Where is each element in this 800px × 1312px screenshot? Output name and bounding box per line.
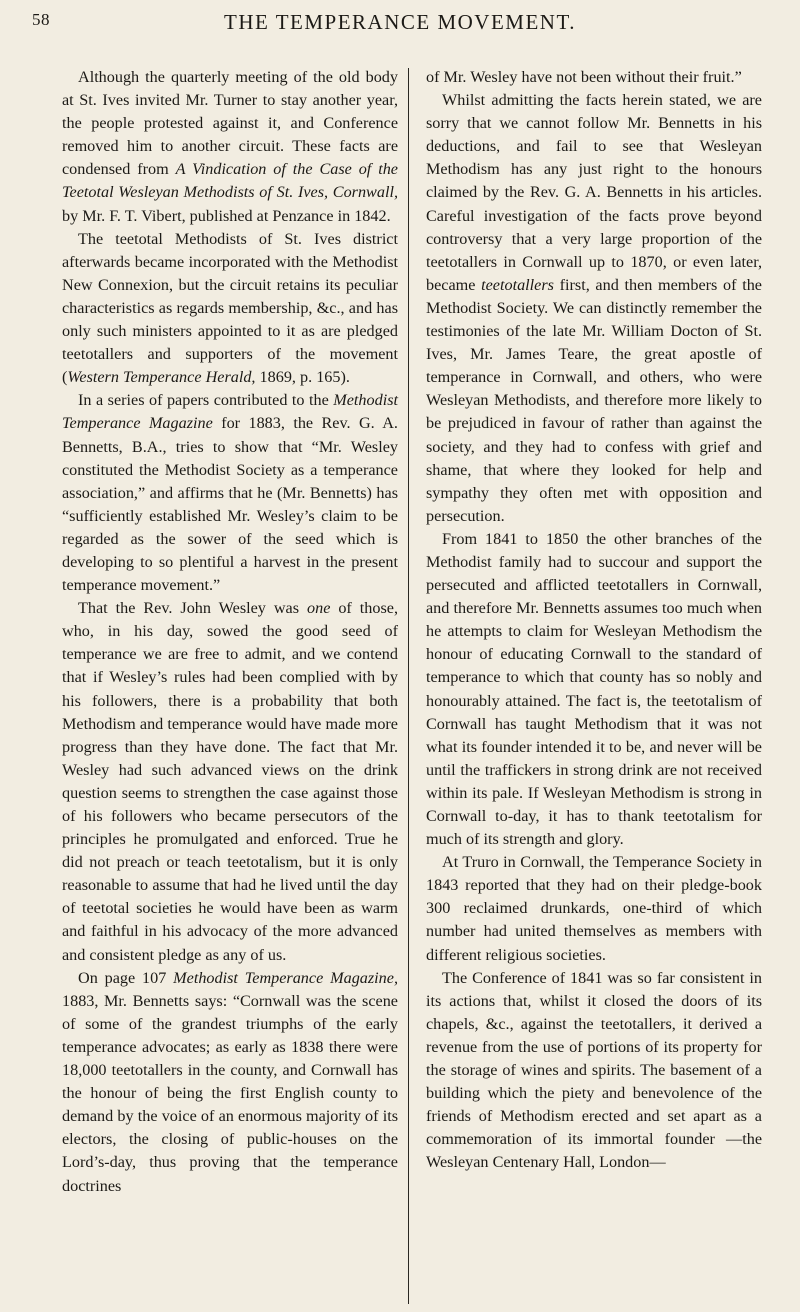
- italic-title: one: [307, 599, 331, 618]
- text-run: In a series of papers contributed to the: [78, 391, 334, 410]
- running-head: THE TEMPERANCE MOVEMENT.: [224, 10, 576, 34]
- text-run: On page 107: [78, 968, 174, 987]
- column-rule: [408, 68, 409, 1304]
- text-run: by Mr. F. T. Vibert, published at Penzance in 1842.: [62, 206, 391, 225]
- paragraph: [426, 89, 762, 528]
- italic-title: teetotallers: [481, 275, 554, 294]
- text-run: first, and then members of the Methodist Society. We can distinctly remember the testimonies of the late Mr. William Docton of St. Ives, Mr. James Teare, the great apostle of temperance in Cornwall, and others, who were Wesleyan Methodists, and therefore more likely to be prejudiced in favour of rather than against the society, and they had to confess with grief and shame, that where they looked for help and sympathy they often met with opposition and persecution.: [426, 275, 762, 525]
- italic-title: Western Temperance Herald,: [67, 368, 256, 387]
- right-column: [426, 66, 762, 1175]
- paragraph: [62, 967, 398, 1198]
- italic-title: Methodist Temperance Magazine,: [173, 968, 398, 987]
- left-column: [62, 66, 398, 1198]
- paragraph: [62, 597, 398, 967]
- paragraph: [426, 528, 762, 851]
- page-number: 58: [32, 10, 50, 29]
- text-run: Although the quarterly meeting of the old body at St. Ives invited Mr. Turner to stay another year, the people protested against it, and Conference removed him to another circuit. These facts are condensed from: [62, 68, 398, 179]
- paragraph: [62, 228, 398, 390]
- text-run: From 1841 to 1850 the other branches of the Methodist family had to succour and support the persecuted and afflicted teetotallers in Cornwall, and therefore Mr. Bennetts assumes too much when he attempts to claim for Wesleyan Methodism the honour of educating Cornwall to the standard of temperance to which that county has so nobly and honourably attained. The fact is, the teetotalism of Cornwall has taught Methodism that it was not what its founder intended it to be, and never will be until the traffickers in strong drink are not received within its pale. If Wesleyan Methodism is strong in Cornwall to-day, it has to thank teetotalism for much of its strength and glory.: [426, 529, 762, 849]
- text-run: 1883, Mr. Bennetts says: “Cornwall was the scene of some of the grandest triumphs of the early temperance advocates; as early as 1838 there were 18,000 teetotallers in the county, and Cornwall has the honour of being the first English county to demand by the voice of an enormous majority of its electors, the closing of public-houses on the Lord’s-day, thus proving that the temperance doctrines: [62, 991, 398, 1195]
- italic-title: Methodist Temperance Magazine: [62, 391, 398, 433]
- paragraph: [62, 389, 398, 597]
- text-run: for 1883, the Rev. G. A. Bennetts, B.A., tries to show that “Mr. Wesley constituted the Methodist Society as a temperance association,” and affirms that he (Mr. Bennetts) has “sufficiently established Mr. Wesley’s claim to be regarded as the sower of the seed which is developing to so plentiful a harvest in the present temperance movement.”: [62, 414, 398, 595]
- text-run: The teetotal Methodists of St. Ives district afterwards became incorporated with the Methodist New Connexion, but the circuit retains its peculiar characteristics as regards membership, &c., and has only such ministers appointed to it as are pledged teetotallers and supporters of the movement (: [62, 229, 398, 387]
- text-run: Whilst admitting the facts herein stated, we are sorry that we cannot follow Mr. Bennetts in his deductions, and fail to see that Wesleyan Methodism has any just right to the honours claimed by the Rev. G. A. Bennetts in his articles. Careful investigation of the facts prove beyond controversy that a very large proportion of the teetotallers in Cornwall up to 1870, or even later, became: [426, 91, 762, 294]
- italic-title: A Vindication of the Case of the Teetotal Wesleyan Methodists of St. Ives, Cornwall,: [62, 160, 398, 202]
- text-run: of those, who, in his day, sowed the good seed of temperance we are free to admit, and we contend that if Wesley’s rules had been complied with by his followers, there is a probability that both Methodism and temperance would have made more progress than they have done. The fact that Mr. Wesley had such advanced views on the drink question seems to strengthen the case against those of his followers who became persecutors of the principles he promulgated and enforced. True he did not preach or teach teetotalism, but it is only reasonable to assume that had he lived until the day of teetotal societies he would have been as warm and faithful in his advocacy of the more advanced and consistent pledge as any of us.: [62, 599, 399, 964]
- paragraph: [426, 66, 762, 89]
- paragraph: [426, 851, 762, 966]
- text-run: 1869, p. 165).: [255, 368, 350, 387]
- paragraph: [62, 66, 398, 228]
- text-run: That the Rev. John Wesley was: [78, 599, 307, 618]
- text-run: The Conference of 1841 was so far consistent in its actions that, whilst it closed the doors of its chapels, &c., against the teetotallers, it derived a revenue from the use of portions of its property for the storage of wines and spirits. The basement of a building which the piety and benevolence of the friends of Methodism erected and set apart as a commemoration of its immortal founder —the Wesleyan Centenary Hall, London—: [426, 968, 762, 1172]
- text-run: of Mr. Wesley have not been without their fruit.”: [426, 68, 742, 86]
- paragraph: [426, 967, 762, 1175]
- text-run: At Truro in Cornwall, the Temperance Society in 1843 reported that they had on their pledge-book 300 reclaimed drunkards, one-third of which number had united themselves as members with different religious societies.: [426, 853, 762, 964]
